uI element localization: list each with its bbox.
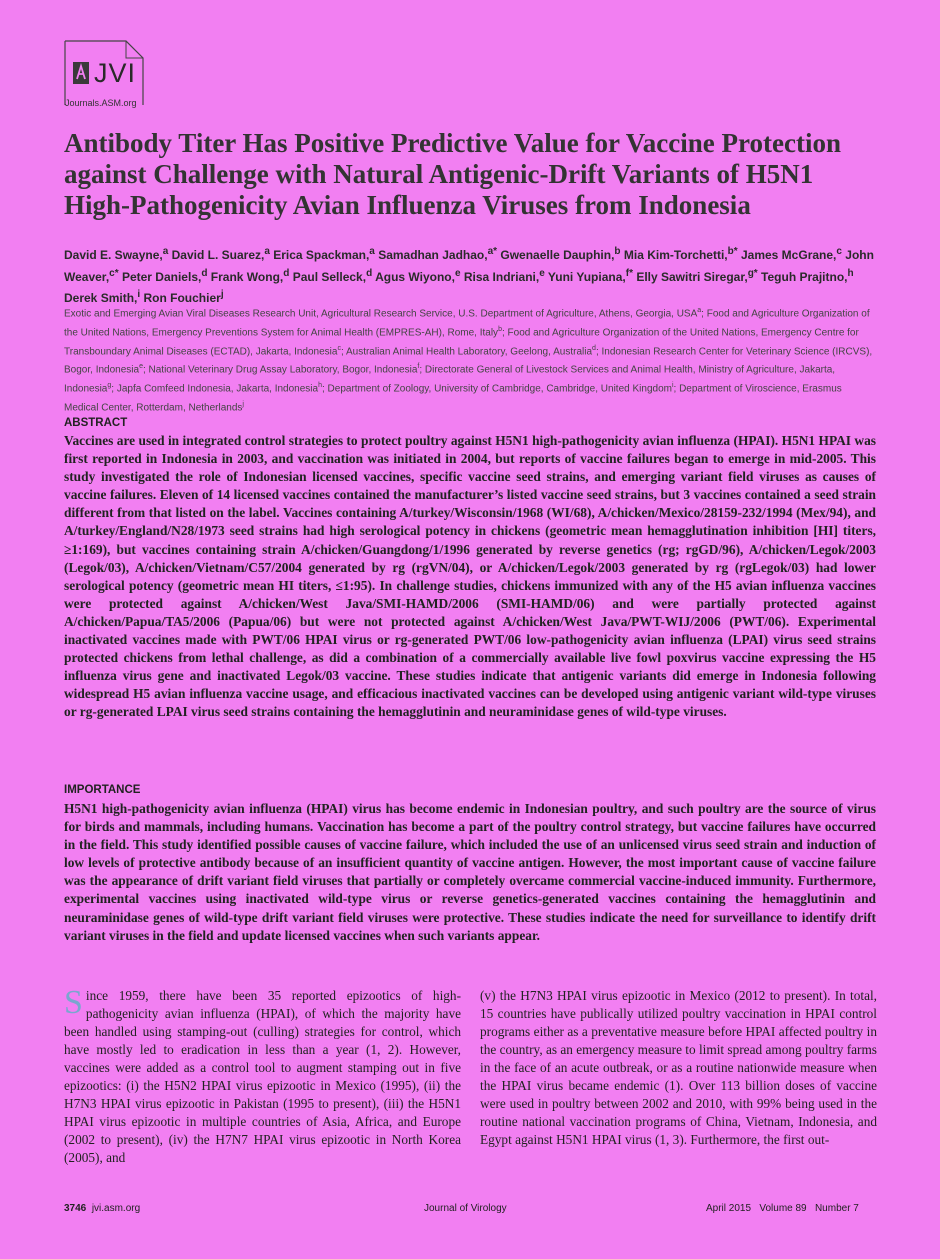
author-name: Elly Sawitri Siregar, — [636, 269, 748, 284]
affiliation-text: ; Directorate General of Livestock Services and Animal Health, Ministry of Agriculture, Jakarta, Indonesia — [64, 364, 836, 395]
affiliation-mark: h — [318, 382, 322, 390]
footer-journal: Journal of Virology — [424, 1203, 507, 1214]
abstract-text: Vaccines are used in integrated control strategies to protect poultry against H5N1 high-pathogenicity avian influenza (HPAI). H5N1 HPAI was first reported in Indonesia in 2003, and vaccination was initiated in 2004, but reports of vaccine failures began to emerge in mid-2005. This study investigated the role of Indonesian licensed vaccines, specific vaccine seed strains, and emerging variant field viruses as causes of vaccine failures. Eleven of 14 licensed vaccines contained the manufacturer’s listed vaccine seed strains, but 3 vaccines contained a seed strain different from that listed on the label. Vaccines containing A/turkey/Wisconsin/1968 (WI/68), A/chicken/Mexico/28159-232/1994 (Mex/94), and A/turkey/England/N28/1973 seed strains had high serological potency in chickens (geometric mean hemagglutination inhibition [HI] titers, ≥1:169), but vaccines containing strain A/chicken/Guangdong/1/1996 generated by reverse genetics (rg; rgGD/96), A/chicken/Legok/2003 (Legok/03), A/chicken/Vietnam/C57/2004 generated by rg (rgVN/04), or A/chicken/Legok/2003 generated by rg (rgLegok/03) had lower serological potency (geometric mean HI titers, ≤1:95). In challenge studies, chickens immunized with any of the H5 avian influenza vaccines were protected against A/chicken/West Java/SMI-HAMD/2006 (SMI-HAMD/06) and were partially protected against A/chicken/Papua/TA5/2006 (Papua/06) but were not protected against A/chicken/West Java/PWT-WIJ/2006 (PWT/06). Experimental inactivated vaccines made with PWT/06 HPAI virus or rg-generated PWT/06 low-pathogenicity avian influenza (LPAI) virus seed strains protected chickens from lethal challenge, as did a combination of a commercially available live fowl poxvirus vaccine expressing the H5 influenza virus gene and inactivated Legok/03 vaccine. These studies indicate that antigenic variants did emerge in Indonesia following widespread H5 avian influenza vaccine usage, and efficacious inactivated vaccines can be developed using antigenic variant wild-type viruses or rg-generated LPAI virus seed strains containing the hemagglutinin and neuraminidase genes of wild-type viruses. — [64, 433, 876, 720]
author-name: Mia Kim-Torchetti, — [623, 248, 728, 262]
author-name: Teguh Prajitno, — [761, 269, 848, 284]
asm-mark-icon — [73, 62, 89, 84]
affiliation-text: ; National Veterinary Drug Assay Laboratory, Bogor, Indonesia — [142, 364, 418, 376]
affiliation-mark: g — [107, 382, 112, 390]
author-affiliation-mark: d — [201, 267, 208, 279]
author-affiliation-mark: h — [847, 267, 854, 279]
footer-left — [64, 1203, 140, 1214]
affiliation-text: Exotic and Emerging Avian Viral Diseases Research Unit, Agricultural Research Service, U.S. Department of Agriculture, Athens, Georgia, USA — [64, 308, 698, 320]
author-affiliation-mark: d — [283, 267, 290, 279]
author-name: Peter Daniels, — [121, 269, 202, 284]
body-text-left: ince 1959, there have been 35 reported epizootics of high-pathogenicity avian influenza (HPAI), of which the majority have been handled using stamping-out (culling) strategies for control, which have mostly led to eradication in less than a year (1, 2). However, vaccines were added as a control tool to augment stamping out in five epizootics: (i) the H5N2 HPAI virus epizootic in Mexico (1995), (ii) the H7N3 HPAI virus epizootic in Pakistan (1995 to present), (iii) the H5N1 HPAI virus epizootic in multiple countries of Asia, Africa, and Europe (2002 to present), (iv) the H7N7 HPAI virus epizootic in North Korea (2005), and — [64, 988, 461, 1166]
affiliation-text: ; Food and Agriculture Organization of the United Nations, Emergency Preventions System for Animal Health (EMPRES-AH), Rome, Italy — [64, 308, 870, 339]
author-name: Paul Selleck, — [292, 269, 367, 284]
author-name: Erica Spackman, — [273, 248, 370, 262]
author-name: David L. Suarez, — [171, 248, 265, 262]
affiliation-mark: f — [417, 363, 420, 371]
author-name: Risa Indriani, — [463, 269, 540, 284]
author-affiliation-mark: a — [162, 246, 169, 257]
author-affiliation-mark: e — [454, 267, 461, 279]
author-affiliation-mark: b* — [727, 246, 738, 257]
author-affiliation-mark: i — [137, 289, 141, 300]
author-name: Gwenaelle Dauphin, — [500, 248, 615, 262]
page-number: 3746 — [64, 1203, 87, 1214]
affiliation-mark: b — [498, 325, 502, 333]
author-affiliation-mark: c — [836, 246, 842, 257]
affiliation-mark: a — [697, 307, 702, 314]
footer-issue: April 2015 Volume 89 Number 7 — [706, 1203, 859, 1214]
author-affiliation-mark: j — [220, 289, 224, 300]
body-column-right: (v) the H7N3 HPAI virus epizootic in Mexico (2012 to present). In total, 15 countries have publically utilized poultry vaccination in HPAI control programs either as a preventative measure before HPAI affected poultry in the country, as an emergency measure to limit spread among poultry farms in the face of an acute outbreak, or as a routine nationwide measure when the HPAI virus became endemic (1). Over 113 billion doses of vaccine were used in poultry between 2002 and 2010, with 99% being used in the routine national vaccination programs of China, Vietnam, Indonesia, and Egypt against H5N1 HPAI virus (1, 3). Furthermore, the first out- — [480, 988, 877, 1148]
affiliation-mark: e — [139, 363, 143, 371]
affiliation-text: ; Food and Agriculture Organization of the United Nations, Emergency Centre for Transboundary Animal Diseases (ECTAD), Jakarta, Indonesia — [64, 327, 859, 357]
author-affiliation-mark: d — [366, 267, 373, 279]
affiliation-mark: j — [242, 401, 244, 409]
author-name: David E. Swayne, — [64, 248, 163, 262]
affiliation-text: ; Department of Zoology, University of Cambridge, Cambridge, United Kingdom — [321, 383, 672, 395]
author-name: Frank Wong, — [210, 269, 284, 284]
journal-abbrev: JVI — [94, 58, 137, 88]
author-name: Yuni Yupiana, — [547, 269, 626, 284]
article-title: Antibody Titer Has Positive Predictive Value for Vaccine Protection against Challenge with Natural Antigenic-Drift Variants of H5N1 High-Pathogenicity Avian Influenza Viruses from Indonesia — [64, 128, 841, 220]
author-affiliation-mark: c* — [109, 267, 119, 279]
author-name: Ron Fouchier — [143, 291, 221, 305]
author-affiliation-mark: a* — [487, 246, 498, 257]
body-column-left — [64, 984, 461, 1167]
importance-text: H5N1 high-pathogenicity avian influenza (HPAI) virus has become endemic in Indonesian poultry, and such poultry are the source of virus for birds and mammals, including humans. Vaccination has become a part of the poultry control strategy, but vaccine failures have occurred in the field. This study identified possible causes of vaccine failure, which included the use of an unlicensed virus seed strain and induction of low levels of protective antibody because of an insufficient quantity of vaccine antigen. However, the most important cause of vaccine failure was the appearance of drift variant field viruses that partially or completely overcame commercial vaccine-induced immunity. Furthermore, experimental vaccines using inactivated wild-type virus or reverse genetics-generated vaccines containing the hemagglutinin and neuraminidase genes of wild-type drift variant field viruses were protective. These studies indicate the need for surveillance to identify drift variant viruses in the field and update licensed vaccines when such variants appear. — [64, 801, 876, 943]
journal-logo — [64, 40, 146, 112]
author-name: James McGrane, — [740, 248, 837, 262]
affiliation-mark: c — [337, 344, 341, 352]
affiliations — [64, 303, 874, 416]
author-affiliation-mark: a — [369, 246, 375, 257]
footer-site[interactable]: jvi.asm.org — [91, 1203, 141, 1214]
affiliation-text: ; Indonesian Research Center for Veterinary Science (IRCVS), Bogor, Indonesia — [64, 345, 873, 376]
abstract-heading: ABSTRACT — [64, 417, 128, 429]
affiliation-mark: d — [592, 344, 596, 352]
drop-cap: S — [64, 984, 83, 1021]
author-name: Samadhan Jadhao, — [378, 248, 488, 262]
affiliation-text: ; Japfa Comfeed Indonesia, Jakarta, Indonesia — [111, 383, 319, 395]
author-affiliation-mark: g* — [747, 267, 758, 279]
author-name: Derek Smith, — [64, 291, 138, 305]
affiliation-mark: i — [671, 382, 674, 390]
affiliation-text: ; Australian Animal Health Laboratory, Geelong, Australia — [340, 345, 593, 357]
author-name: John Weaver, — [64, 248, 874, 284]
author-list — [64, 243, 884, 308]
author-name: Agus Wiyono, — [375, 269, 455, 284]
author-affiliation-mark: b — [614, 246, 621, 257]
importance-heading: IMPORTANCE — [64, 784, 141, 796]
journal-url[interactable]: Journals.ASM.org — [65, 98, 137, 108]
author-affiliation-mark: e — [539, 267, 545, 279]
affiliation-text: ; Department of Viroscience, Erasmus Medical Center, Rotterdam, Netherlands — [64, 383, 842, 414]
author-affiliation-mark: f* — [625, 267, 633, 279]
author-affiliation-mark: a — [264, 246, 270, 257]
